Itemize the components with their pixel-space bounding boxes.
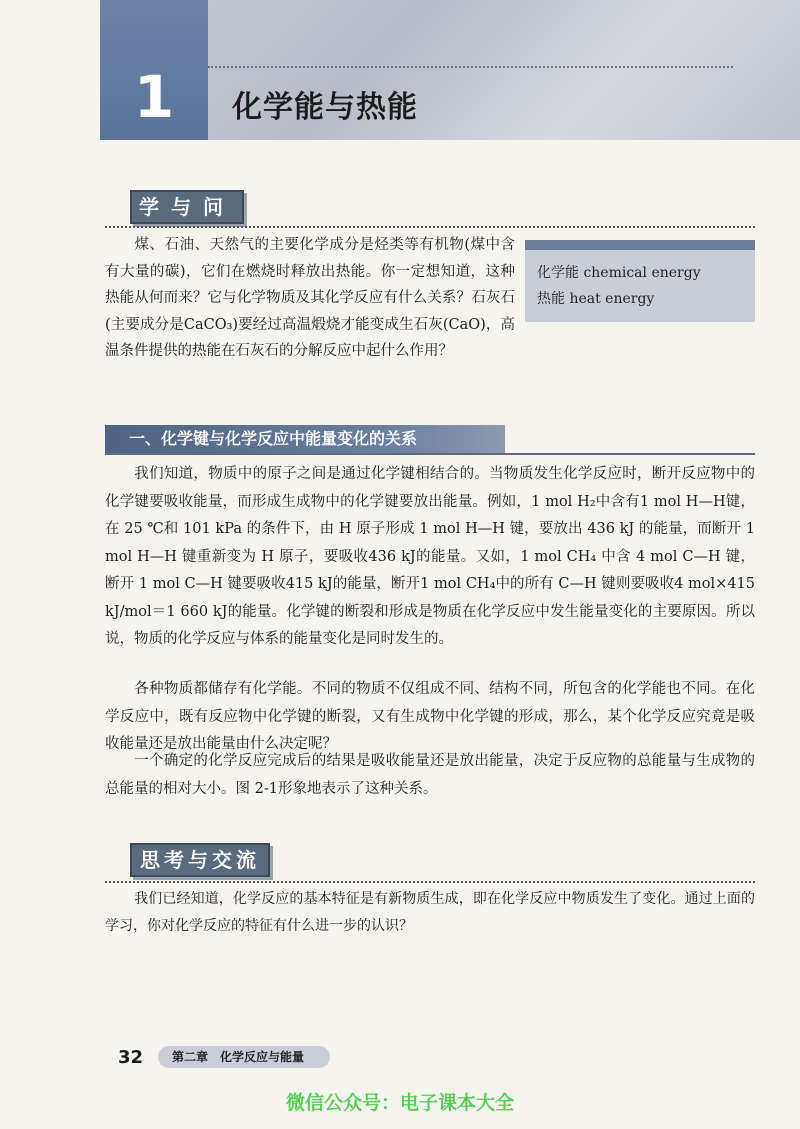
section-title: 化学能与热能 [232,90,418,125]
think-exchange-text: 我们已经知道，化学反应的基本特征是有新物质生成，即在化学反应中物质发生了变化。通过上面的学习，你对化学反应的特征有什么进一步的认识？ [105,891,755,934]
vocab-heat-energy: 热能 heat energy [537,291,655,307]
learn-ask-text: 煤、石油、天然气的主要化学成分是烃类等有机物(煤中含有大量的碳)，它们在燃烧时释放出热能。你一定想知道，这种热能从何而来？它与化学物质及其化学反应有什么关系？石灰石(主要成分是CaCO₃)要经过高温煅烧才能变成生石灰(CaO)，高温条件提供的热能在石灰石的分解反应中起什么作用？ [105,237,515,360]
vocab-note-header [525,240,755,250]
body-paragraph-2: 各种物质都储存有化学能。不同的物质不仅组成不同、结构不同，所包含的化学能也不同。在化学反应中，既有反应物中化学键的断裂，又有生成物中化学键的形成，那么，某个化学反应究竟是吸收能量还是放出能量由什么决定呢？ [105,681,755,752]
vocab-chemical-energy: 化学能 chemical energy [537,265,701,281]
watermark: 微信公众号：电子课本大全 [285,1092,514,1114]
chapter-number: 1 [133,63,175,131]
banner-dotted-line [208,66,733,68]
vocab-note [525,250,755,322]
body-paragraph-1: 我们知道，物质中的原子之间是通过化学键相结合的。当物质发生化学反应时，断开反应物中的化学键要吸收能量，而形成生成物中的化学键要放出能量。例如，1 mol H₂中含有1 mol H—H键，在 25 ℃和 101 kPa 的条件下，由 H 原子形成 1 mol H—H 键，要放出 436 kJ 的能量，而断开 1 mol H—H 键重新变为 H 原子，要吸收436 kJ的能量。又如，1 mol CH₄ 中含 4 mol C—H 键，断开 1 mol C—H 键要吸收415 kJ的能量，断开1 mol CH₄中的所有 C—H 键则要吸收4 mol×415 kJ/mol＝1 660 kJ的能量。化学键的断裂和形成是物质在化学反应中发生能量变化的主要原因。所以说，物质的化学反应与体系的能量变化是同时发生的。 [105,466,755,647]
chapter-label: 第二章 化学反应与能量 [158,1046,330,1068]
learn-ask-label: 学与问 [130,190,244,224]
section-heading: 一、化学键与化学反应中能量变化的关系 [105,425,505,453]
think-exchange-label: 思考与交流 [130,843,270,877]
page-number: 32 [118,1047,144,1068]
dotted-divider-2 [105,881,755,883]
section-heading-underline [105,453,755,455]
dotted-divider [105,226,755,228]
body-paragraph-3: 一个确定的化学反应完成后的结果是吸收能量还是放出能量，决定于反应物的总能量与生成物的总能量的相对大小。图 2-1形象地表示了这种关系。 [105,753,755,797]
